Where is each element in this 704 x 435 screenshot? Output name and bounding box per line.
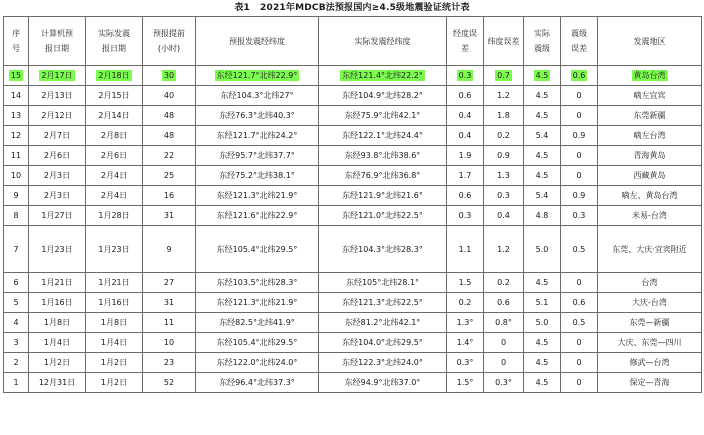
cell-row-index: 1	[4, 373, 29, 393]
cell-lat-error: 1.2	[484, 86, 524, 106]
cell-pred-location: 东经121.3°北纬21.9°	[196, 186, 319, 206]
header-magnitude: 实际 震级	[524, 17, 561, 66]
cell-region: 台湾	[598, 273, 702, 293]
cell-region: 嘀左、黄岛台湾	[598, 186, 702, 206]
cell-row-index: 7	[4, 226, 29, 273]
cell-lon-error: 1.5	[447, 273, 484, 293]
cell-lead-hours: 9	[143, 226, 196, 273]
cell-region: 东莞、大庆·宜宾附近	[598, 226, 702, 273]
table-caption	[0, 0, 704, 16]
cell-lat-error: 0.2	[484, 126, 524, 146]
cell-actual-location: 东经105°北纬28.1°	[319, 273, 447, 293]
cell-actual-date: 2月6日	[86, 146, 143, 166]
cell-actual-date: 2月18日	[86, 66, 143, 86]
cell-pred-location: 东经82.5°北纬41.9°	[196, 313, 319, 333]
table-row	[4, 86, 702, 106]
cell-actual-date: 2月15日	[86, 86, 143, 106]
cell-magnitude: 4.5	[524, 66, 561, 86]
header-lat-error: 纬度误差	[484, 17, 524, 66]
table-row	[4, 333, 702, 353]
cell-calc-date: 2月17日	[29, 66, 86, 86]
cell-calc-date: 2月3日	[29, 186, 86, 206]
cell-lat-error: 1.8	[484, 106, 524, 126]
cell-calc-date: 1月16日	[29, 293, 86, 313]
cell-pred-location: 东经121.7°北纬24.2°	[196, 126, 319, 146]
cell-actual-date: 2月8日	[86, 126, 143, 146]
cell-row-index: 5	[4, 293, 29, 313]
cell-lon-error: 0.6	[447, 86, 484, 106]
cell-actual-location: 东经81.2°北纬42.1°	[319, 313, 447, 333]
cell-calc-date: 1月23日	[29, 226, 86, 273]
cell-region: 修武—台湾	[598, 353, 702, 373]
cell-lead-hours: 52	[143, 373, 196, 393]
cell-actual-location: 东经121.0°北纬22.5°	[319, 206, 447, 226]
cell-mag-error: 0	[561, 373, 598, 393]
earthquake-verification-table	[3, 16, 702, 393]
cell-mag-error: 0	[561, 86, 598, 106]
cell-lat-error: 0.7	[484, 66, 524, 86]
cell-lead-hours: 31	[143, 206, 196, 226]
cell-actual-location: 东经121.4°北纬22.2°	[319, 66, 447, 86]
cell-lead-hours: 30	[143, 66, 196, 86]
cell-pred-location: 东经121.7°北纬22.9°	[196, 66, 319, 86]
cell-calc-date: 2月7日	[29, 126, 86, 146]
cell-row-index: 2	[4, 353, 29, 373]
cell-calc-date: 2月13日	[29, 86, 86, 106]
table-row	[4, 66, 702, 86]
table-row	[4, 373, 702, 393]
cell-mag-error: 0	[561, 333, 598, 353]
cell-pred-location: 东经104.3°北纬27°	[196, 86, 319, 106]
table-row	[4, 313, 702, 333]
cell-pred-location: 东经96.4°北纬37.3°	[196, 373, 319, 393]
cell-lat-error: 0.8°	[484, 313, 524, 333]
cell-lon-error: 0.3	[447, 66, 484, 86]
cell-region: 西藏黄岛	[598, 166, 702, 186]
cell-region: 大庆、东莞—四川	[598, 333, 702, 353]
cell-calc-date: 1月21日	[29, 273, 86, 293]
cell-calc-date: 1月2日	[29, 353, 86, 373]
table-row	[4, 273, 702, 293]
cell-actual-location: 东经75.9°北纬42.1°	[319, 106, 447, 126]
cell-actual-location: 东经122.1°北纬24.4°	[319, 126, 447, 146]
cell-actual-location: 东经104.0°北纬29.5°	[319, 333, 447, 353]
cell-calc-date: 1月8日	[29, 313, 86, 333]
cell-row-index: 4	[4, 313, 29, 333]
cell-lon-error: 1.7	[447, 166, 484, 186]
cell-pred-location: 东经76.3°北纬40.3°	[196, 106, 319, 126]
cell-pred-location: 东经121.3°北纬21.9°	[196, 293, 319, 313]
table-row	[4, 186, 702, 206]
cell-row-index: 14	[4, 86, 29, 106]
cell-mag-error: 0.5	[561, 313, 598, 333]
cell-actual-date: 1月8日	[86, 313, 143, 333]
cell-magnitude: 5.4	[524, 186, 561, 206]
cell-mag-error: 0	[561, 166, 598, 186]
cell-lon-error: 1.5°	[447, 373, 484, 393]
cell-row-index: 3	[4, 333, 29, 353]
header-idx: 序 号	[4, 17, 29, 66]
cell-calc-date: 2月3日	[29, 166, 86, 186]
cell-region: 青海黄岛	[598, 146, 702, 166]
cell-row-index: 13	[4, 106, 29, 126]
cell-actual-location: 东经121.9°北纬21.6°	[319, 186, 447, 206]
cell-actual-date: 1月4日	[86, 333, 143, 353]
cell-magnitude: 4.5	[524, 166, 561, 186]
cell-actual-date: 2月4日	[86, 166, 143, 186]
cell-region: 嘀左宜宾	[598, 86, 702, 106]
cell-lon-error: 0.4	[447, 126, 484, 146]
cell-actual-date: 2月4日	[86, 186, 143, 206]
cell-actual-location: 东经122.3°北纬24.0°	[319, 353, 447, 373]
cell-lead-hours: 11	[143, 313, 196, 333]
cell-actual-location: 东经104.9°北纬28.2°	[319, 86, 447, 106]
cell-lat-error: 0.3	[484, 186, 524, 206]
cell-actual-date: 1月2日	[86, 373, 143, 393]
cell-magnitude: 4.8	[524, 206, 561, 226]
cell-actual-date: 1月23日	[86, 226, 143, 273]
table-row	[4, 146, 702, 166]
cell-calc-date: 2月6日	[29, 146, 86, 166]
cell-actual-date: 1月28日	[86, 206, 143, 226]
cell-region: 保定—青海	[598, 373, 702, 393]
cell-pred-location: 东经105.4°北纬29.5°	[196, 333, 319, 353]
cell-region: 东莞—新疆	[598, 313, 702, 333]
cell-lead-hours: 27	[143, 273, 196, 293]
table-title: 2021年MDCB法预报国内≥4.5级地震验证统计表	[260, 3, 470, 13]
cell-actual-location: 东经94.9°北纬37.0°	[319, 373, 447, 393]
cell-magnitude: 5.1	[524, 293, 561, 313]
header-pred-location: 预报发震经纬度	[196, 17, 319, 66]
cell-pred-location: 东经122.0°北纬24.0°	[196, 353, 319, 373]
header-actual-location: 实际发震经纬度	[319, 17, 447, 66]
cell-actual-date: 1月2日	[86, 353, 143, 373]
cell-actual-location: 东经93.8°北纬38.6°	[319, 146, 447, 166]
cell-mag-error: 0.3	[561, 206, 598, 226]
cell-magnitude: 4.5	[524, 86, 561, 106]
cell-lead-hours: 16	[143, 186, 196, 206]
cell-mag-error: 0.6	[561, 293, 598, 313]
cell-lat-error: 0.4	[484, 206, 524, 226]
cell-lead-hours: 22	[143, 146, 196, 166]
cell-row-index: 15	[4, 66, 29, 86]
cell-mag-error: 0	[561, 146, 598, 166]
cell-lat-error: 0.3°	[484, 373, 524, 393]
cell-mag-error: 0	[561, 273, 598, 293]
cell-lon-error: 0.6	[447, 186, 484, 206]
table-row	[4, 106, 702, 126]
cell-pred-location: 东经121.6°北纬22.9°	[196, 206, 319, 226]
cell-actual-location: 东经121.3°北纬22.5°	[319, 293, 447, 313]
cell-row-index: 6	[4, 273, 29, 293]
cell-lead-hours: 48	[143, 126, 196, 146]
cell-mag-error: 0.5	[561, 226, 598, 273]
table-row	[4, 293, 702, 313]
cell-calc-date: 1月4日	[29, 333, 86, 353]
cell-lead-hours: 31	[143, 293, 196, 313]
cell-lead-hours: 10	[143, 333, 196, 353]
cell-lon-error: 0.3	[447, 206, 484, 226]
table-row	[4, 353, 702, 373]
cell-pred-location: 东经105.4°北纬29.5°	[196, 226, 319, 273]
header-actual-date: 实际发震 报日期	[86, 17, 143, 66]
cell-calc-date: 12月31日	[29, 373, 86, 393]
cell-pred-location: 东经75.2°北纬38.1°	[196, 166, 319, 186]
cell-magnitude: 4.5	[524, 373, 561, 393]
cell-pred-location: 东经95.7°北纬37.7°	[196, 146, 319, 166]
header-lon-error: 经度误 差	[447, 17, 484, 66]
cell-magnitude: 5.0	[524, 313, 561, 333]
cell-lead-hours: 48	[143, 106, 196, 126]
cell-pred-location: 东经103.5°北纬28.3°	[196, 273, 319, 293]
cell-lat-error: 0.6	[484, 293, 524, 313]
cell-mag-error: 0.6	[561, 66, 598, 86]
cell-lon-error: 1.3°	[447, 313, 484, 333]
cell-region: 米易-台湾	[598, 206, 702, 226]
cell-lead-hours: 40	[143, 86, 196, 106]
cell-magnitude: 4.5	[524, 353, 561, 373]
table-number: 表1	[234, 3, 251, 13]
cell-actual-date: 2月14日	[86, 106, 143, 126]
table-row	[4, 226, 702, 273]
cell-magnitude: 4.5	[524, 333, 561, 353]
cell-lat-error: 0	[484, 353, 524, 373]
cell-lat-error: 1.3	[484, 166, 524, 186]
cell-row-index: 12	[4, 126, 29, 146]
cell-calc-date: 1月27日	[29, 206, 86, 226]
header-calc-date: 计算机预 报日期	[29, 17, 86, 66]
cell-actual-location: 东经104.3°北纬28.3°	[319, 226, 447, 273]
header-lead-hours: 预报提前 (小时)	[143, 17, 196, 66]
cell-lat-error: 1.2	[484, 226, 524, 273]
cell-mag-error: 0	[561, 353, 598, 373]
cell-mag-error: 0.9	[561, 186, 598, 206]
cell-lon-error: 1.9	[447, 146, 484, 166]
cell-lead-hours: 25	[143, 166, 196, 186]
cell-lead-hours: 23	[143, 353, 196, 373]
cell-lat-error: 0.2	[484, 273, 524, 293]
cell-region: 大庆-台湾	[598, 293, 702, 313]
cell-lon-error: 0.4	[447, 106, 484, 126]
cell-calc-date: 2月12日	[29, 106, 86, 126]
cell-row-index: 9	[4, 186, 29, 206]
cell-mag-error: 0.9	[561, 126, 598, 146]
cell-magnitude: 4.5	[524, 106, 561, 126]
cell-actual-location: 东经76.9°北纬36.8°	[319, 166, 447, 186]
cell-region: 黄岛台湾	[598, 66, 702, 86]
cell-lat-error: 0.9	[484, 146, 524, 166]
cell-magnitude: 5.4	[524, 126, 561, 146]
header-region: 发震地区	[598, 17, 702, 66]
cell-mag-error: 0	[561, 106, 598, 126]
cell-magnitude: 4.5	[524, 273, 561, 293]
cell-region: 嘀左台湾	[598, 126, 702, 146]
cell-magnitude: 5.0	[524, 226, 561, 273]
header-row	[4, 17, 702, 66]
cell-region: 东莞新疆	[598, 106, 702, 126]
table-row	[4, 206, 702, 226]
cell-row-index: 10	[4, 166, 29, 186]
cell-lon-error: 1.1	[447, 226, 484, 273]
cell-lon-error: 0.3°	[447, 353, 484, 373]
cell-lon-error: 0.2	[447, 293, 484, 313]
cell-actual-date: 1月21日	[86, 273, 143, 293]
cell-row-index: 8	[4, 206, 29, 226]
cell-lat-error: 0	[484, 333, 524, 353]
cell-magnitude: 4.5	[524, 146, 561, 166]
cell-actual-date: 1月16日	[86, 293, 143, 313]
table-row	[4, 166, 702, 186]
table-row	[4, 126, 702, 146]
cell-lon-error: 1.4°	[447, 333, 484, 353]
cell-row-index: 11	[4, 146, 29, 166]
header-mag-error: 震级 误差	[561, 17, 598, 66]
